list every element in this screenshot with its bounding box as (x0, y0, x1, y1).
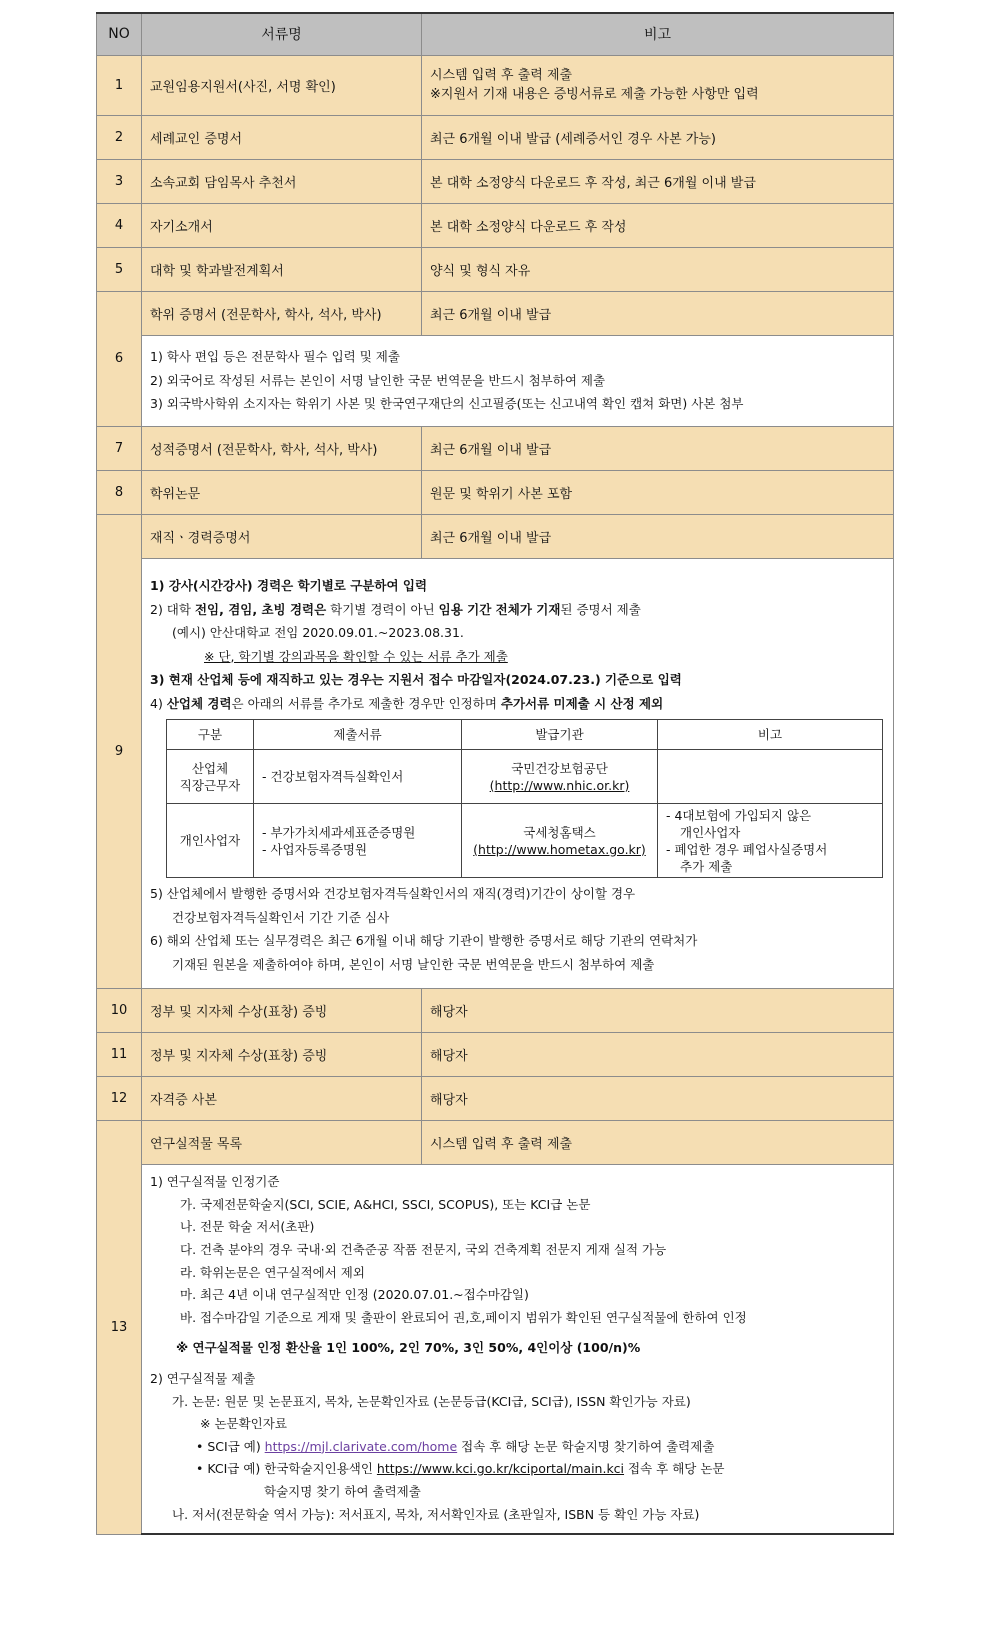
table-row (97, 247, 894, 291)
row-name: 학위논문 (142, 470, 422, 514)
detail-line: 나. 전문 학술 저서(초판) (180, 1219, 315, 1235)
sci-link[interactable]: https://mjl.clarivate.com/home (264, 1438, 458, 1454)
row-no: 13 (97, 1120, 142, 1534)
row-detail (142, 1164, 894, 1534)
remark-line: 시스템 입력 후 출력 제출 (430, 68, 573, 83)
row-name: 교원임용지원서(사진, 서명 확인) (142, 55, 422, 115)
inner-header: 제출서류 (254, 720, 462, 750)
inner-cell: 국민건강보험공단 (http://www.nhic.or.kr) (462, 750, 658, 804)
row-no: 6 (97, 291, 142, 426)
detail-line: 다. 건축 분야의 경우 국내·외 건축준공 작품 전문지, 국외 건축계획 전문지 게재 실적 가능 (180, 1242, 667, 1258)
row-remark: 시스템 입력 후 출력 제출 (422, 1120, 894, 1164)
row-detail (142, 335, 894, 426)
industry-docs-table (166, 719, 883, 878)
detail-line: 바. 접수마감일 기준으로 게재 및 출판이 완료되어 권,호,페이지 범위가 확인된 연구실적물에 한하여 인정 (180, 1309, 747, 1325)
row-name: 정부 및 지자체 수상(표창) 증빙 (142, 1032, 422, 1076)
row-no: 10 (97, 988, 142, 1032)
row-remark: 본 대학 소정양식 다운로드 후 작성 (422, 203, 894, 247)
table-row (97, 988, 894, 1032)
kci-link[interactable]: https://www.kci.go.kr/kciportal/main.kci (376, 1461, 625, 1477)
row-remark: 최근 6개월 이내 발급 (422, 426, 894, 470)
detail-line: 6) 해외 산업체 또는 실무경력은 최근 6개월 이내 해당 기관이 발행한 증명서로 해당 기관의 연락처가 (150, 933, 698, 948)
detail-line: 1) 강사(시간강사) 경력은 학기별로 구분하여 입력 (150, 578, 428, 593)
inner-row (167, 804, 883, 878)
requirements-table (96, 12, 894, 1535)
table-row (97, 203, 894, 247)
row-remark: 양식 및 형식 자유 (422, 247, 894, 291)
remark-line: ※지원서 기재 내용은 증빙서류로 제출 가능한 사항만 입력 (430, 87, 759, 102)
detail-line: 1) 연구실적물 인정기준 (150, 1174, 280, 1190)
row-remark: 원문 및 학위기 사본 포함 (422, 470, 894, 514)
detail-line: ※ 논문확인자료 (200, 1416, 287, 1432)
inner-header: 구분 (167, 720, 254, 750)
inner-row (167, 750, 883, 804)
table-header (97, 13, 894, 55)
detail-line: 라. 학위논문은 연구실적에서 제외 (180, 1264, 365, 1280)
detail-line: 마. 최근 4년 이내 연구실적만 인정 (2020.07.01.~접수마감일) (180, 1287, 529, 1303)
row-name: 연구실적물 목록 (142, 1120, 422, 1164)
detail-line: • KCI급 예) 한국학술지인용색인 https://www.kci.go.kr/kciportal/main.kci 접속 후 해당 논문 (196, 1461, 725, 1477)
row-remark: 본 대학 소정양식 다운로드 후 작성, 최근 6개월 이내 발급 (422, 159, 894, 203)
row-no: 1 (97, 55, 142, 115)
detail-line: 3) 현재 산업체 등에 재직하고 있는 경우는 지원서 접수 마감일자(2024.07.23.) 기준으로 입력 (150, 672, 682, 687)
table-row (97, 1120, 894, 1164)
table-row (97, 55, 894, 115)
document-requirements (96, 12, 893, 1535)
inner-header: 발급기관 (462, 720, 658, 750)
detail-line: 나. 저서(전문학술 역서 가능): 저서표지, 목차, 저서확인자료 (초판일자, ISBN 등 확인 가능 자료) (172, 1506, 700, 1522)
row-remark: 최근 6개월 이내 발급 (422, 291, 894, 335)
inner-cell: - 건강보험자격득실확인서 (254, 750, 462, 804)
row-name: 재직ㆍ경력증명서 (142, 514, 422, 558)
row-no: 4 (97, 203, 142, 247)
row-name: 대학 및 학과발전계획서 (142, 247, 422, 291)
table-row (97, 426, 894, 470)
detail-line: 5) 산업체에서 발행한 증명서와 건강보험자격득실확인서의 재직(경력)기간이 상이할 경우 (150, 886, 636, 901)
detail-line: 2) 연구실적물 제출 (150, 1371, 256, 1387)
table-row (97, 159, 894, 203)
detail-line: ※ 연구실적물 인정 환산율 1인 100%, 2인 70%, 3인 50%, 4인이상 (100/n)% (176, 1340, 641, 1356)
inner-cell (658, 750, 883, 804)
header-remark: 비고 (422, 13, 894, 55)
table-row (97, 115, 894, 159)
detail-line: 3) 외국박사학위 소지자는 학위기 사본 및 한국연구재단의 신고필증(또는 신고내역 확인 캡쳐 화면) 사본 첨부 (150, 396, 744, 412)
detail-line: 가. 논문: 원문 및 논문표지, 목차, 논문확인자료 (논문등급(KCI급, SCI급), ISSN 확인가능 자료) (172, 1393, 691, 1409)
row-name: 소속교회 담임목사 추천서 (142, 159, 422, 203)
row-remark (422, 55, 894, 115)
row-no: 5 (97, 247, 142, 291)
row-remark: 해당자 (422, 1076, 894, 1120)
row-name: 성적증명서 (전문학사, 학사, 석사, 박사) (142, 426, 422, 470)
table-row-detail (97, 335, 894, 426)
detail-line: • SCI급 예) https://mjl.clarivate.com/home 접속 후 해당 논문 학술지명 찾기하여 출력제출 (196, 1438, 715, 1454)
detail-line: 2) 대학 전임, 겸임, 초빙 경력은 학기별 경력이 아닌 임용 기간 전체가 기재된 증명서 제출 (150, 601, 641, 617)
row-no: 8 (97, 470, 142, 514)
row-name: 정부 및 지자체 수상(표창) 증빙 (142, 988, 422, 1032)
detail-line: (예시) 안산대학교 전임 2020.09.01.~2023.08.31. (172, 625, 464, 640)
table-row (97, 291, 894, 335)
row-detail (142, 558, 894, 988)
inner-cell: 국세청홈택스 (http://www.hometax.go.kr) (462, 804, 658, 878)
row-name: 자격증 사본 (142, 1076, 422, 1120)
row-no: 11 (97, 1032, 142, 1076)
table-row (97, 1076, 894, 1120)
row-no: 3 (97, 159, 142, 203)
inner-cell: - 부가가치세과세표준증명원 - 사업자등록증명원 (254, 804, 462, 878)
row-no: 2 (97, 115, 142, 159)
inner-cell: 산업체 직장근무자 (167, 750, 254, 804)
row-remark: 해당자 (422, 988, 894, 1032)
inner-cell: 개인사업자 (167, 804, 254, 878)
table-row-detail (97, 1164, 894, 1534)
detail-line: 2) 외국어로 작성된 서류는 본인이 서명 날인한 국문 번역문을 반드시 첨부하여 제출 (150, 372, 606, 388)
table-row (97, 514, 894, 558)
table-row-detail (97, 558, 894, 988)
table-row (97, 1032, 894, 1076)
table-row (97, 470, 894, 514)
row-name: 학위 증명서 (전문학사, 학사, 석사, 박사) (142, 291, 422, 335)
row-name: 세례교인 증명서 (142, 115, 422, 159)
detail-line: 학술지명 찾기 하여 출력제출 (264, 1484, 421, 1500)
detail-line: 1) 학사 편입 등은 전문학사 필수 입력 및 제출 (150, 349, 400, 365)
detail-line: 기재된 원본을 제출하여야 하며, 본인이 서명 날인한 국문 번역문을 반드시 첨부하여 제출 (172, 956, 655, 972)
header-no: NO (97, 13, 142, 55)
row-no: 12 (97, 1076, 142, 1120)
detail-line: 4) 산업체 경력은 아래의 서류를 추가로 제출한 경우만 인정하며 추가서류 미제출 시 산정 제외 (150, 695, 664, 711)
row-no: 7 (97, 426, 142, 470)
inner-cell: - 4대보험에 가입되지 않은 개인사업자 - 폐업한 경우 폐업사실증명서 추가 제출 (658, 804, 883, 878)
row-remark: 최근 6개월 이내 발급 (422, 514, 894, 558)
row-remark: 최근 6개월 이내 발급 (세례증서인 경우 사본 가능) (422, 115, 894, 159)
detail-line: 건강보험자격득실확인서 기간 기준 심사 (172, 909, 390, 925)
header-name: 서류명 (142, 13, 422, 55)
row-no: 9 (97, 514, 142, 988)
detail-line: ※ 단, 학기별 강의과목을 확인할 수 있는 서류 추가 제출 (204, 648, 508, 664)
row-remark: 해당자 (422, 1032, 894, 1076)
inner-header: 비고 (658, 720, 883, 750)
detail-line: 가. 국제전문학술지(SCI, SCIE, A&HCI, SSCI, SCOPUS), 또는 KCI급 논문 (180, 1196, 591, 1212)
row-name: 자기소개서 (142, 203, 422, 247)
